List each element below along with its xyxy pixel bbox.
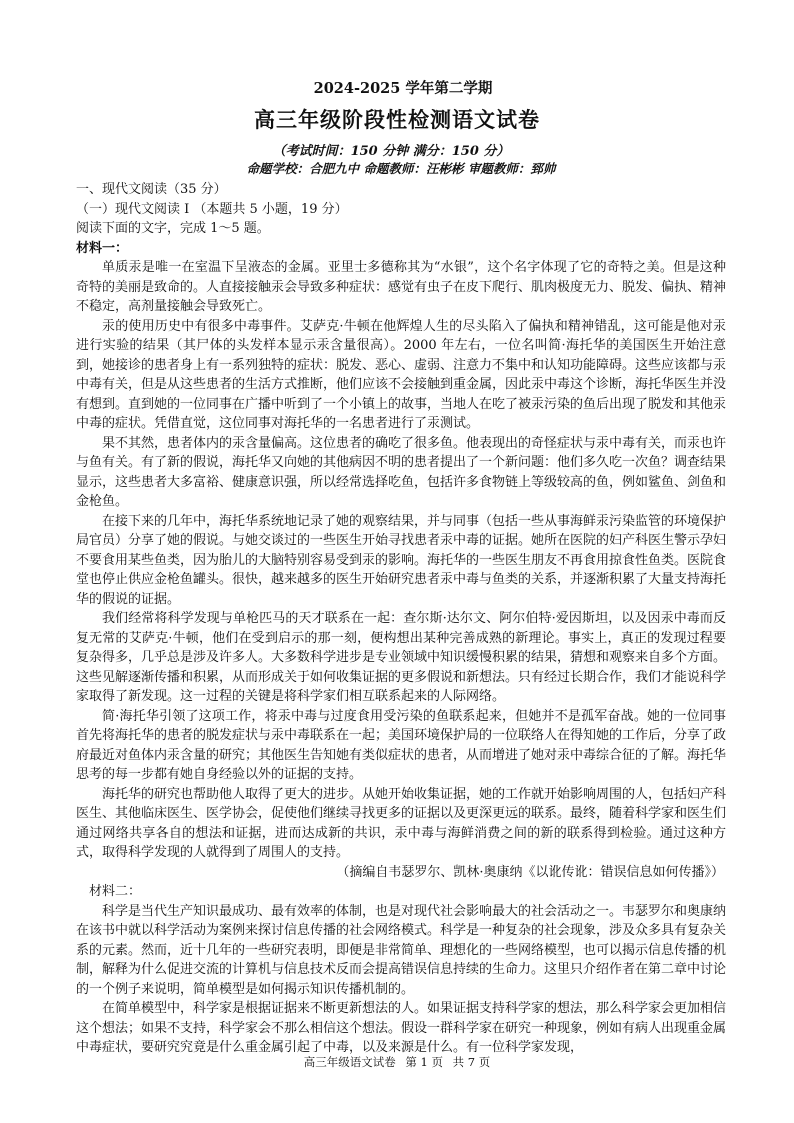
semester-heading: 2024-2025 学年第二学期 bbox=[313, 80, 493, 97]
footer-total-pages: 共 7 页 bbox=[452, 1055, 491, 1069]
page-footer bbox=[0, 1054, 794, 1070]
material1-source: （摘编自韦瑟罗尔、凯林·奥康纳《以讹传讹：错误信息如何传播》） bbox=[336, 864, 724, 880]
material1-paragraph: 在接下来的几年中，海托华系统地记录了她的观察结果，并与同事（包括一些从事海鲜汞污染监管的环境保护局官员）分享了她的假说。与她交谈过的一些医生开始寻找患者汞中毒的证据。她所在医院的妇产科医生警示孕妇不要食用某些鱼类，因为胎儿的大脑特别容易受到汞的影响。海托华的一些医生朋友不再食用掠食性鱼类。医院食堂也停止供应金枪鱼罐头。很快，越来越多的医生开始研究患者汞中毒与鱼类的关系，并逐渐积累了大量支持海托华的假说的证据。 bbox=[76, 513, 727, 607]
subsection-heading: （一）现代文阅读 I （本题共 5 小题，19 分） bbox=[76, 201, 348, 217]
reading-instruction: 阅读下面的文字，完成 1～5 题。 bbox=[76, 221, 270, 236]
material2-paragraph: 科学是当代生产知识最成功、最有效率的体制，也是对现代社会影响最大的社会活动之一。韦瑟罗尔和奥康纳在该书中就以科学活动为案例来探讨信息传播的社会网络模式。科学是一种复杂的社会现象，涉及众多具有复杂关系的元素。然而，近十几年的一些研究表明，即便是非常简单、理想化的一些网络模型，也可以揭示信息传播的机制，解释为什么促进交流的计算机与信息技术反而会提高错误信息持续的生命力。这里只介绍作者在第二章中讨论的一个例子来说明，简单模型是如何揭示知识传播机制的。 bbox=[76, 903, 727, 997]
material2-label: 材料二： bbox=[89, 884, 142, 899]
material1-paragraph: 果不其然，患者体内的汞含量偏高。这位患者的确吃了很多鱼。他表现出的奇怪症状与汞中毒有关，而汞也许与鱼有关。有了新的假说，海托华又向她的其他病因不明的患者提出了一个新问题：他们多久吃一次鱼？调查结果显示，这些患者大多富裕、健康意识强，所以经常选择吃鱼，包括许多食物链上等级较高的鱼，例如鲨鱼、剑鱼和金枪鱼。 bbox=[76, 435, 727, 509]
exam-time-score: （考试时间：150 分钟 满分：150 分） bbox=[272, 144, 510, 159]
material1-paragraph: 简·海托华引领了这项工作，将汞中毒与过度食用受污染的鱼联系起来，但她并不是孤军奋战。她的一位同事首先将海托华的患者的脱发症状与汞中毒联系在一起；美国环境保护局的一位联络人在得知她的工作后，分享了政府最近对鱼体内汞含量的研究；其他医生告知她有类似症状的患者，从而增进了她对汞中毒综合征的了解。海托华思考的每一步都有她自身经验以外的证据的支持。 bbox=[76, 708, 727, 782]
footer-subject: 高三年级语文试卷 bbox=[303, 1055, 396, 1069]
exam-body bbox=[76, 180, 726, 1058]
material1-paragraph: 海托华的研究也帮助他人取得了更大的进步。从她开始收集证据，她的工作就开始影响周围的人，包括妇产科医生、其他临床医生、医学协会，促使他们继续寻找更多的证据以及更深更远的联系。最终，随着科学家和医生们通过网络共享各自的想法和证据，进而达成新的共识，汞中毒与海鲜消费之间的新的联系得到检验。通过这种方式，取得科学发现的人就得到了周围人的支持。 bbox=[76, 786, 727, 860]
exam-authors: 命题学校：合肥九中 命题教师：汪彬彬 审题教师：郅帅 bbox=[246, 161, 556, 176]
material2-paragraph: 在简单模型中，科学家是根据证据来不断更新想法的人。如果证据支持科学家的想法，那么科学家会更加相信这个想法；如果不支持，科学家会不那么相信这个想法。假设一群科学家在研究一种现象，例如有病人出现重金属中毒症状，要研究究竟是什么重金属引起了中毒，以及来源是什么。有一位科学家发现， bbox=[76, 1001, 727, 1055]
material1-label: 材料一： bbox=[76, 240, 129, 256]
material1-paragraph: 汞的使用历史中有很多中毒事件。艾萨克·牛顿在他辉煌人生的尽头陷入了偏执和精神错乱，这可能是他对汞进行实验的结果（其尸体的头发样本显示汞含量很高）。2000 年左右，一位名叫简·海托华的美国医生开始注意到，她接诊的患者身上有一系列独特的症状：脱发、恶心、虚弱、注意力不集中和认知功能障碍。这些应该都与汞中毒有关，但是从这些患者的生活方式推断，他们应该不会接触到重金属，因此汞中毒这个诊断，海托华医生并没有想到。直到她的一位同事在广播中听到了一个小镇上的故事，当地人在吃了被汞污染的鱼后出现了脱发和其他汞中毒的症状。凭借直觉，这位同事对海托华的一名患者进行了汞测试。 bbox=[76, 318, 727, 431]
material1-paragraph: 单质汞是唯一在室温下呈液态的金属。亚里士多德称其为“水银”，这个名字体现了它的奇特之美。但是这种奇特的美丽是致命的。人直接接触汞会导致多种症状：感觉有虫子在皮下爬行、肌肉极度无力、脱发、偏执、精神不稳定，高剂量接触会导致死亡。 bbox=[76, 260, 727, 314]
section-heading: 一、现代文阅读（35 分） bbox=[76, 182, 227, 197]
material1-paragraph: 我们经常将科学发现与单枪匹马的天才联系在一起：查尔斯·达尔文、阿尔伯特·爱因斯坦，以及因汞中毒而反复无常的艾萨克·牛顿，他们在受到启示的那一刻，便构想出某种完善成熟的新理论。事实上，真正的发现过程要复杂得多，几乎总是涉及许多人。大多数科学进步是专业领域中知识缓慢积累的结果，猜想和观察来自多个方面。这些见解逐渐传播和积累，从而形成关于如何收集证据的更多假说和新想法。只有经过长期合作，我们才能说科学家取得了新发现。这一过程的关键是将科学家们相互联系起来的人际网络。 bbox=[76, 611, 727, 704]
exam-title: 高三年级阶段性检测语文试卷 bbox=[254, 107, 540, 132]
footer-page-number: 第 1 页 bbox=[405, 1055, 443, 1069]
